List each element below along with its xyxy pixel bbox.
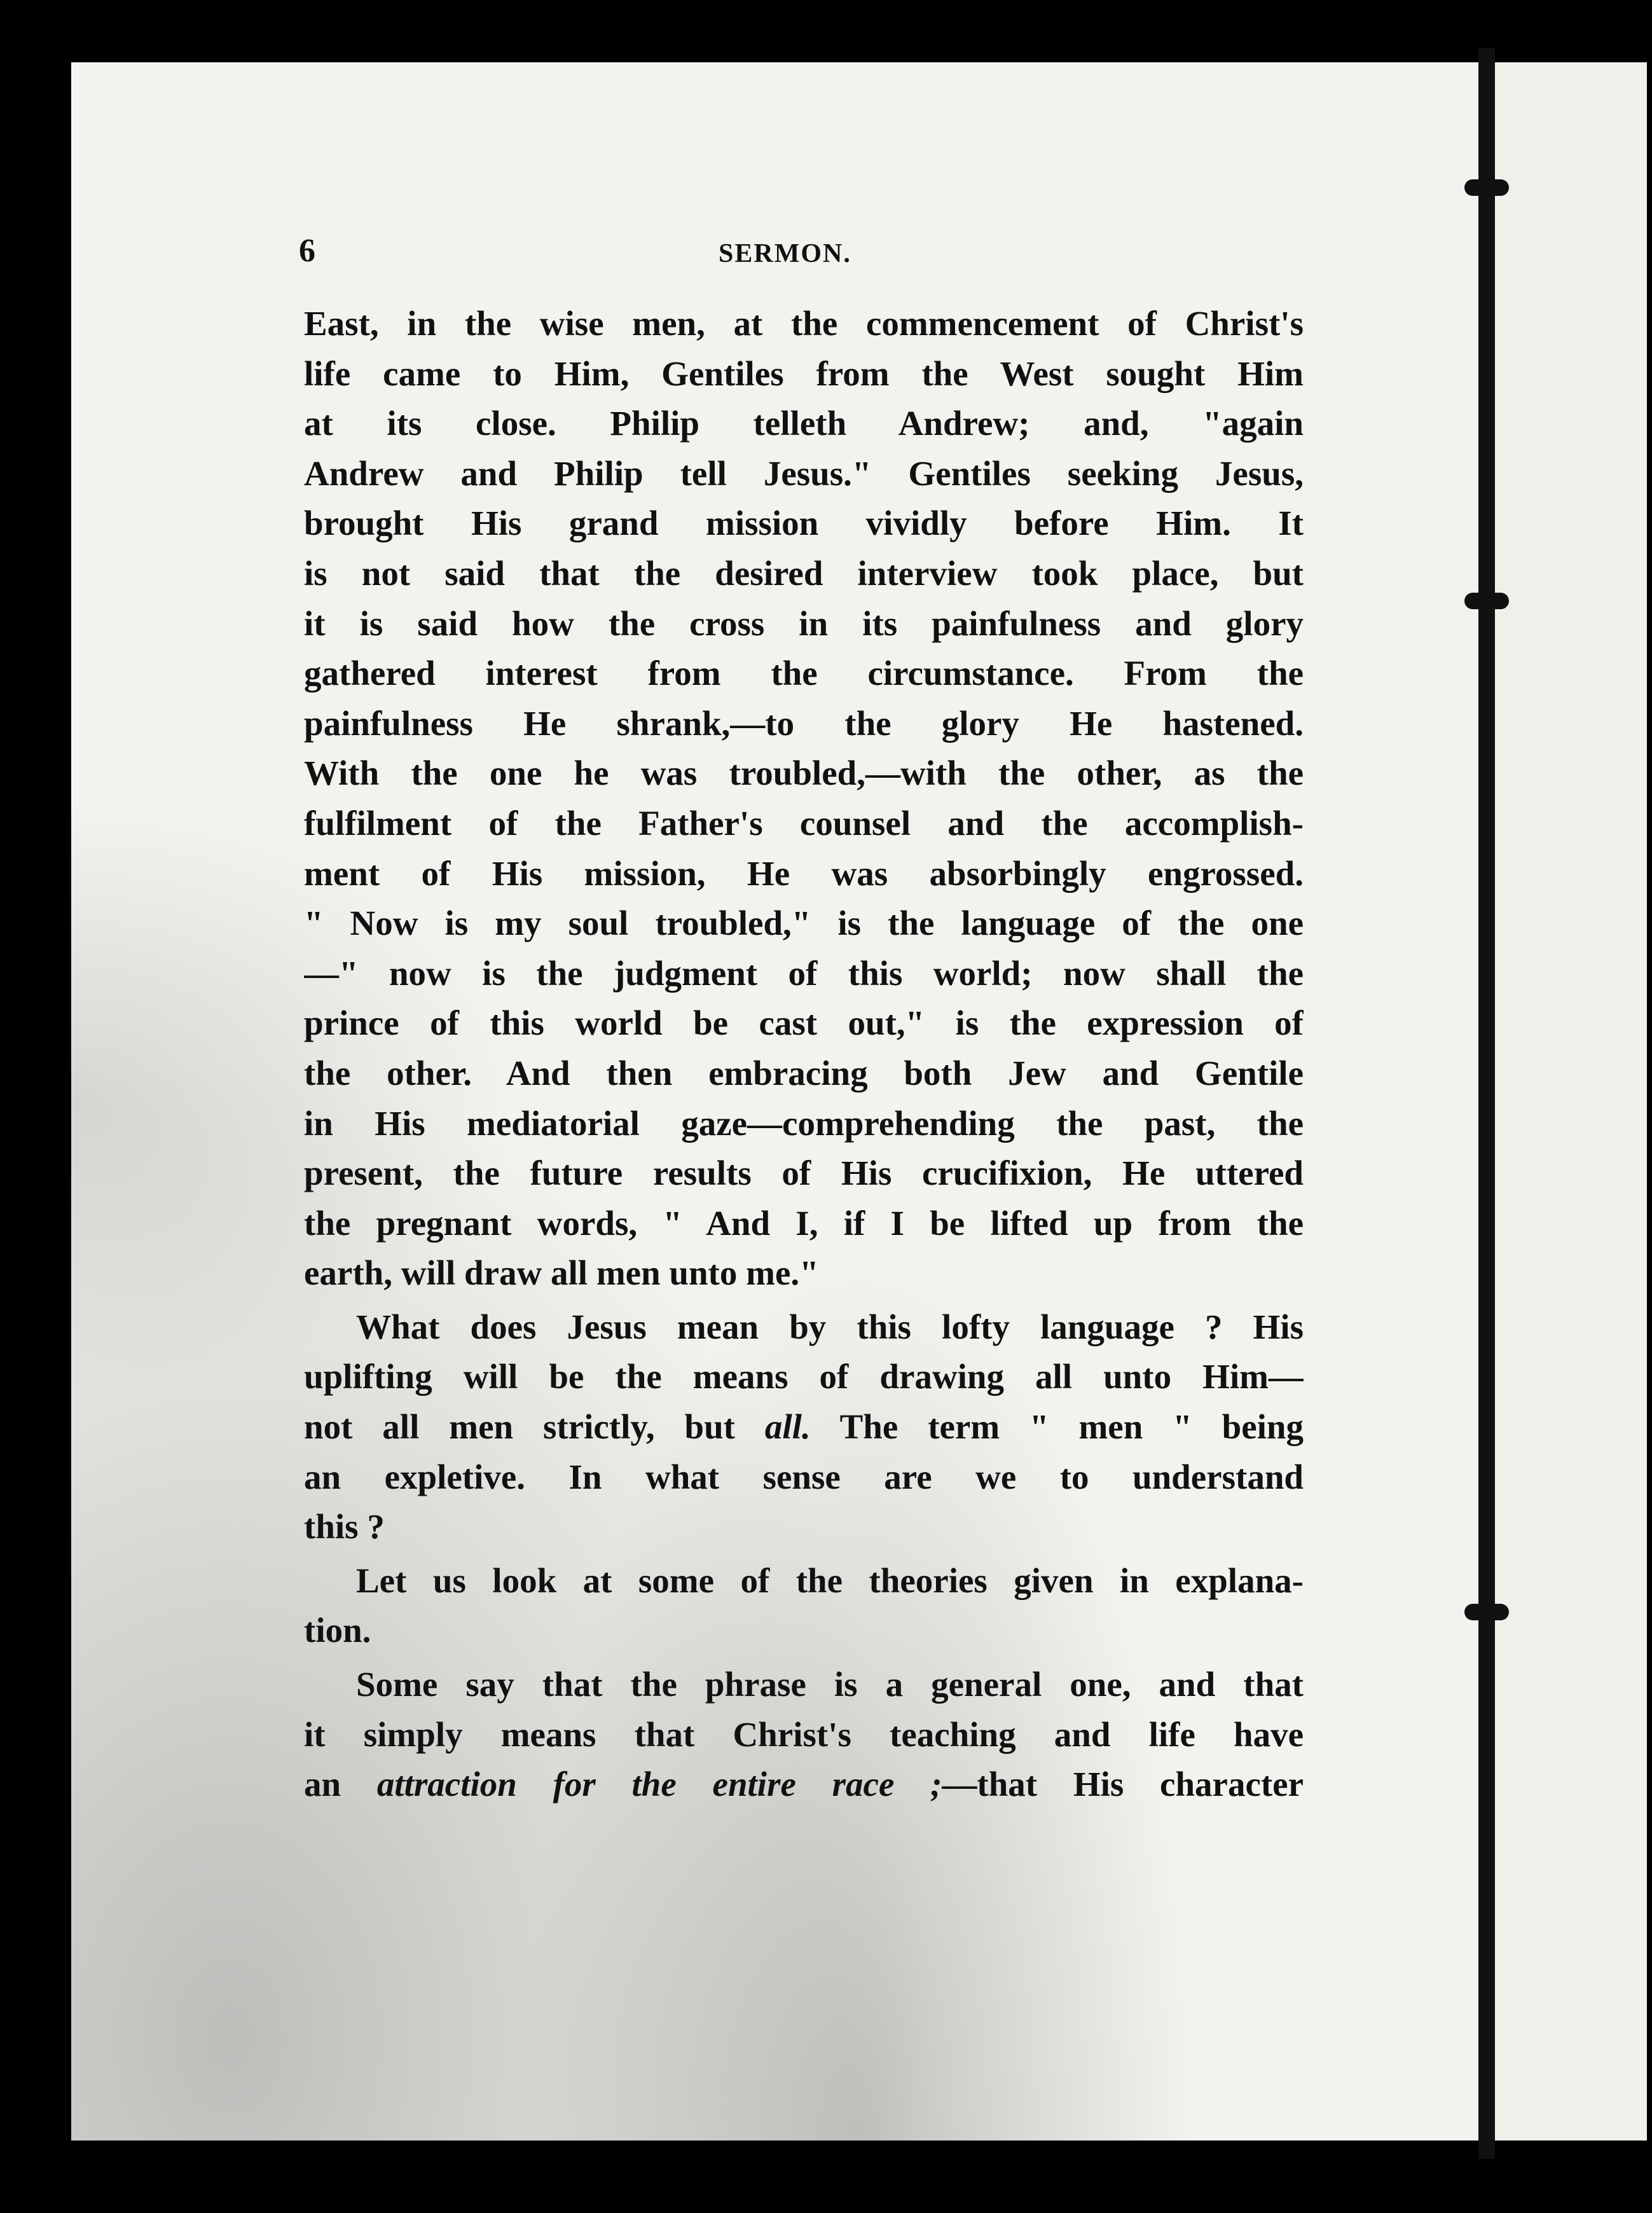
italic-text: attraction for the entire race ; [376,1765,942,1804]
text-line: Some say that the phrase is a general one, and that [356,1665,1304,1704]
paragraph [304,1302,1304,1552]
paragraph [304,1556,1304,1656]
text-line: the pregnant words, " And I, if I be lifted up from the [304,1203,1304,1243]
text-line: it is said how the cross in its painfulness and glory [304,603,1304,643]
running-head [299,229,1297,273]
text-run: not all men strictly, but [304,1407,735,1447]
text-line: ment of His mission, He was absorbingly engrossed. [304,853,1304,893]
page-number: 6 [299,233,315,269]
text-run: The term " men " being [839,1407,1304,1447]
text-line: —" now is the judgment of this world; now shall the [304,953,1304,993]
text-line: present, the future results of His crucifixion, He uttered [304,1154,1304,1193]
text-line: fulfilment of the Father's counsel and the accomplish- [304,803,1304,843]
text-line: the other. And then embracing both Jew and Gentile [304,1053,1304,1093]
binding-mark [1464,593,1509,609]
text-line: With the one he was troubled,—with the other, as the [304,754,1304,793]
text-line: at its close. Philip telleth Andrew; and, "again [304,404,1304,443]
text-line: Andrew and Philip tell Jesus." Gentiles seeking Jesus, [304,453,1304,493]
text-line: brought His grand mission vividly before Him. It [304,504,1304,543]
facing-page-edge [1495,62,1647,2141]
binding-gutter [1478,48,1495,2159]
text-line: is not said that the desired interview took place, but [304,553,1304,593]
text-line: in His mediatorial gaze—comprehending the past, the [304,1103,1304,1143]
italic-text: all. [764,1407,811,1447]
paragraph [304,1660,1304,1810]
paragraph [304,299,1304,1299]
text-line: gathered interest from the circumstance. From the [304,654,1304,693]
body-text [304,299,1304,1810]
text-line: life came to Him, Gentiles from the West sought Him [304,354,1304,393]
text-line: " Now is my soul troubled," is the language of the one [304,904,1304,943]
text-line: an expletive. In what sense are we to understand [304,1457,1304,1496]
text-line: prince of this world be cast out," is the expression of [304,1003,1304,1043]
binding-mark [1464,1604,1509,1620]
running-title: SERMON. [719,239,851,268]
text-line: this ? [304,1507,385,1547]
text-line: it simply means that Christ's teaching and life have [304,1714,1304,1754]
text-line: What does Jesus mean by this lofty language ? His [356,1307,1304,1346]
text-run: an [304,1765,341,1804]
text-line-mixed [304,1402,1304,1452]
text-line: uplifting will be the means of drawing all unto Him— [304,1357,1304,1396]
text-line: painfulness He shrank,—to the glory He hastened. [304,703,1304,743]
text-line: earth, will draw all men unto me." [304,1253,819,1293]
text-line: Let us look at some of the theories given in explana- [356,1561,1304,1600]
text-run: —that His character [942,1765,1304,1804]
text-line: tion. [304,1611,371,1650]
binding-mark [1464,179,1509,196]
text-line: East, in the wise men, at the commencement of Christ's [304,304,1304,343]
text-line-mixed [304,1760,1304,1810]
